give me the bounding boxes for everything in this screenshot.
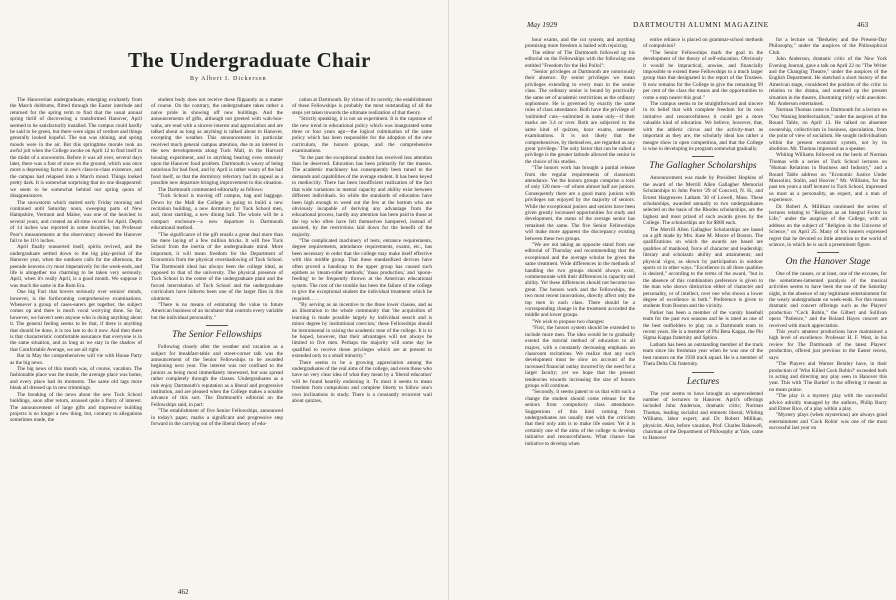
paragraph: for a lecture on "Berkeley and the Present-Day Philosophy," under the auspices of the Philosophical Club.: [769, 37, 887, 56]
paragraph: Whiting Williams followed on the heels of Norman Thomas with a series of Tuck School lectures on "Human Relations in Business and Industry," and a Round Table address on "Economic Justice Under Mussolini, Stalin, and Hoover." Mr. Williams, for the past ten years a staff lecturer in Tuck School, impressed us most as a personality, an expert, and a man of experience.: [769, 152, 887, 204]
paragraph: "The establishment of five Senior Fellowships, announced in today's paper, marks a significant and progressive step forward in the carrying out of the liberal theory of edu-: [151, 408, 283, 428]
paragraph: "In the past the exceptional student has received less attention than he deserved. Education has been primarily for the masses. The academic machinery has consequently been tuned to the demands and capabilities of the average student. It has been keyed to mediocrity. There has been insufficient realization of the fact that wide variations in mental capacity and ability exist between different individuals. So while the standards of education have been high enough to weed out the few at the bottom who are obviously incapable of deriving any advantage from the educational process, hardly any attention has been paid to those at the top who often have felt themselves hampered, instead of assisted, by the restrictions laid down for the benefit of the majority.: [292, 154, 432, 238]
paragraph: The Hanoverian undergraduate, emerging exultantly from the March doldrums, flitted through the Easter interlude and returned for the spring term to find that the usual annual spring thrill of discovering a transformed Hanover, April seemed to be satisfactorily installed. The campus could hardly be said to be green, but there were signs of verdure and things generally looked hopeful. The sun was shining, and spring moods were in the air. But this springtime morale took an awful jolt when the College awoke on April 12 to find itself in the midst of a snowstorm. Before it was all over, several days later, there was a foot of snow on the ground, which was once more a depressing factor in one's class-to-class existence, and the campus had relapsed into a March mood. Things looked pretty dark. It is somewhat surprising that no one disappeared: we seem to be somewhat behind our spring quota of disappearances.: [10, 97, 142, 200]
paragraph: Latham has been an outstanding member of the track team since his freshman year when he was one of the best runners on the 1930 track squad. He is a member of Theta Delta Chi fraternity.: [643, 341, 763, 368]
paragraph: "The significance of the gift entails a great deal more than the mere laying of a few million bricks. It will free Tuck School from the inertia of the undergraduate mind. More important, it will mean freedom for the Department of Economics from the physical overshadowing of Tuck School. The Dartmouth ideal has always been the college ideal, as opposed to that of the university. The physical presence of Tuck School in the center of the undergraduate plant and the forced interrelation of Tuck School and the undergraduate curriculum have hitherto been one of the larger flies in this ointment.: [151, 231, 283, 302]
section-heading: On the Hanover Stage: [785, 257, 871, 268]
paragraph: "Secondly, it seems patent to us that with such a change the student should come release for the seniors from compulsory class attendance. Suggestions of this kind coming from undergraduates are usually met with the criticism that their only aim is to make life easier. Yet it is certainly one of the aims of the college to develop initiative and resourcefulness. What chance has initiative to develop when: [525, 389, 635, 447]
paragraph: John Anderson, dramatic critic of the New York Evening Journal, gave a talk on April 22 on "The Writer and the Changing Theatre," under the auspices of the English Department. He sketched a short history of the American stage, considered the position of the critic in relation to the drama, and summed up the present situation in the theatre, illustrating richly with anecdote. Mr. Anderson entertained.: [769, 56, 887, 108]
section-heading: The Gallagher Scholarships: [649, 161, 757, 172]
paragraph: "We are not taking an opposite stand from our editorial of Thursday and recommending that the exceptional and the average scholar be given the same treatment. Wide differences in the methods of handling the two groups should always exist, commensurate with their differences in capacity and ability. Yet these differences should not become too great. The honors work and the Fellowships, the two most recent innovations, directly affect only the top men in each class. There should be a corresponding change in the treatment accorded the middle and lower groups.: [525, 242, 635, 319]
paragraph: "Tuck School is moving off campus, bag and baggage. Down by the Mall the College is going to build a new recitation building, a new dormitory for Tuck School men, and, most startling, a new dining hall. The whole will be a compact enclosure—a new departure in Dartmouth educational method.: [151, 193, 283, 232]
paragraph: "Strictly speaking, it is not an experiment. It is the capstone of the new trend in educational policy which was inaugurated some three or four years ago—the logical culmination of the same policy which has been responsible for the adoption of the new curriculum, the honors groups, and the comprehensive examinations.: [292, 116, 432, 155]
section-heading: Lectures: [686, 376, 720, 387]
paragraph: "The Senior Fellowships mark the goal in the development of the theory of self-education. Obviously it would be impractical, unwise, and financially impossible to extend these Fellowships to a much larger group than that designated in the report of the Trustees. It now remains for the College to give the remaining 99 per cent of the class the means and the opportunities to come a step nearer this goal.": [643, 49, 763, 101]
paragraph: "The Players and Warner Bentley have, in their production of 'Who Killed Cock Robin?' exceeded both in acting and directing any play seen in Hanover this year. This with 'The Barker' is the offering it meant as no mean praise.: [769, 361, 887, 393]
paragraph: "By serving as an incentive to the three lower classes, and as an illustration to the whole community that 'the acquisition of learning is made possible largely by individual search and is minor degree by institutional coercion,' these Fellowships should be instrumental in raising the academic tone of the college. It is to be hoped, however, that their advantages will not always be limited to five men. Perhaps the majority will some day be qualified to receive those privileges which are at present to extended only to a small minority.": [292, 302, 432, 360]
running-head-date: May 1929: [527, 20, 558, 29]
page-number-right: 463: [857, 20, 869, 29]
paragraph: "Senior privileges at Dartmouth are notoriously their absence. By senior privileges we mean privileges extending to every man in the senior class. The ordinary senior is bound by practically the same set of academic restrictions as the ordinary sophomore. He is governed by exactly the same rules of class attendance. Both have the privilege of 'unlimited' cuts—unlimited in name only—if their marks are 3.4 or over. Both are subjected to the same kind of quizzes, hour exams, semester examinations. It is not likely that the comprehensives, by themselves, are regarded as any great 'privilege.' The only factor that can be called a privilege is the greater latitude allowed the senior in the choice of his studies.: [525, 69, 635, 165]
paragraph: "The play is a mystery play with the successful advice adroitly managed by the authors, Philip Barry and Elmer Rice, of a play within a play.: [769, 393, 887, 412]
paragraph: "Mystery plays (when mysterious) are always good entertainment and 'Cock Robin' was one of the most successful last year on: [769, 412, 887, 432]
paragraph: The campus seems to be straightforward and sincere in its belief that with complete freedom for its own initiative and resourcefulness it could get a more valuable kind of education. We believe, however, that, with the athletic circus and the activity-mart as important as they are, the scholarly ideal has rather a meagre show in open competition, and that the College is wise in developing its program somewhat gradually.: [643, 101, 763, 152]
paragraph: student body does not receive these flippantly as a matter of course. On the contrary, the undergraduate takes rather a naive pride in showing off new buildings. And the announcements of gifts, although not greeted with wah-hoo-wahs, are read with a sincere interest and appreciation and are talked about as long as anything is talked about in Hanover, excepting the weather. This announcement in particular received much general campus attention, due to an interest in the new developments along Tuck Mall, in the Harvard housing experiment, and in anything bearing even remotely upon the Hanover food problem. Dartmouth is weary of being notorious for bad food, and by April is rather weary of the bad food itself, so that the dormitory refectory had its appeal as a possible new departure bringing improvement to this situation.: [151, 97, 283, 187]
right-column-2: [643, 37, 763, 442]
paragraph: Following closely after the weather and vacation as a subject for breakfast-table and street-corner talk was the announcement of the Senior Fellowships to be awarded beginning next year. The interest was not confined to the juniors as being most immediately interested, but was spread rather completely through the classes. Undergraduates as a rule enjoy Dartmouth's reputation as a liberal and progressive institution, and are pleased when the College makes a notable advance of this sort. The Dartmouth's editorial on the Fellowships said, in part:: [151, 344, 283, 408]
paragraph: "The honors work has brought a partial release from the regular requirements of classroom attendance. Yet the honors groups comprise a total of only 120 men—of whom almost half are juniors. Consequently there are a good many juniors with privileges not enjoyed by the majority of seniors. While the exceptional juniors and seniors have been given greatly increased opportunities for study and development, the status of the average senior has remained the same. The five Senior Fellowships will make more apparent the discrepancy existing between these two groups.: [525, 165, 635, 242]
paragraph: The Dartmouth commented editorially as follows:: [158, 186, 264, 193]
paragraph: The breaking of the news about the new Tuck School buildings, soon after return, aroused quite a flurry of interest. The announcement of large gifts and impressive building projects is no longer a new thing, but, contrary to allegations sometimes made, the: [10, 391, 142, 424]
paragraph: But in May the comprehensives will vie with House Party as the big news.: [10, 353, 142, 366]
left-column-1: [10, 97, 142, 424]
paragraph: The snowstorm which started early Friday morning and continued until Saturday noon, sweeping parts of New Hampshire, Vermont and Maine, was one of the heaviest in several years, and created an all-time record for April. Depth of 14 inches was reported in some localities, but Professor Poor's measurements at the observatory showed the Hanover fall to be 11½ inches.: [10, 199, 142, 244]
section-divider: [817, 252, 839, 253]
paragraph: The big news of this month was, of course, vacation. The fashionable place was the musle, the average place was home, and every place had its moments. The same old tags more bleak all dressed up in new trimmings.: [10, 366, 142, 392]
section-heading: The Senior Fellowships: [172, 330, 262, 341]
paragraph: The editor of The Dartmouth followed up his editorial on the Fellowships with the following one entitled "Freedom for the Hoi Polloi":: [525, 49, 635, 69]
left-column-2: [151, 97, 283, 428]
section-divider: [692, 372, 714, 373]
paragraph: This year's amateur productions have maintained a high level of excellence. Professor H. F. West, in his review for The Dartmouth of the latest Players' production, offered just previous to the Easter recess, says:: [769, 329, 887, 361]
section-divider: [692, 156, 714, 157]
left-column-3: [292, 97, 432, 405]
right-column-3: [769, 37, 887, 432]
paragraph: Norman Thomas came to Dartmouth for a lecture on "Our Waning Intellectualism," under the auspices of the Round Table, on April 13. He talked on absentee ownership, collectivism in business, speculation, from the point of view of socialism. He sought individualism within the present economic system, not by its abolition. Mr. Thomas impressed as a speaker.: [769, 107, 887, 152]
paragraph: "There is no means of estimating the value to future American business of an incubator that controls every variable but the individual personality.": [151, 302, 283, 321]
paragraph: There seems to be a growing appreciation among the undergraduates of the real aims of the college, and even those who have no very clear idea of what they mean by a 'liberal education' will be found heartily endorsing it. To most it seems to mean freedom from compulsion and complete liberty to follow one's own inclinations in study. There is a constantly recurrent wail about quizzes,: [292, 359, 432, 405]
paragraph: "First, the honors system should be extended to include more men. The idea would be to gradually extend the tutorial method of education to all majors, with a constantly decreasing emphasis on classroom recitations. We realize that any such development must be slow on account of the increased financial outlay incurred by the need for a larger faculty; yet we hope that the present tendencies towards increasing the size of honors groups will continue.: [525, 325, 635, 389]
page-number-left: 462: [178, 588, 189, 596]
right-column-1: [525, 37, 635, 447]
right-page: [448, 0, 896, 600]
paragraph: One of the causes, or at least, one of the excuses, for the sometimes-lamented paralysis of the musical activities seems to have been the use of the Saturday night, in the absence of any legitimate entertainment for the weary undergraduate on week-ends. For this reason dramatic and concert offerings such as the Players' production "Cock Robin," the Gilbert and Sullivan opera "Patience," and the Roland Hayes concert are received with much appreciation.: [769, 271, 887, 329]
running-head-magazine: DARTMOUTH ALUMNI MAGAZINE: [633, 20, 769, 29]
paragraph: April finally reasserted itself, spirits revived, and the undergraduate settled down to the big play-period of the Hanover year, when the outdoors calls for the afternoon, the peerade heavens cry most imperatively for the week-ends, and life is altogether too charming to be taken very seriously. April, when it's really April, is a good month. We suppose it was much the same in the Rum Era.: [10, 244, 142, 289]
paragraph: The year seems to have brought an unprecedented number of lecturers to Hanover. April's offerings included John Anderson, dramatic critic; Norman Thomas, leading socialist and eminent liberal; Whiting Williams, labor expert; and Dr. Robert Millikan, physicist. Also, before vacation, Prof. Charles Bakewell, chairman of the Department of Philosophy at Yale, came to Hanover: [643, 390, 763, 442]
paragraph: Parker has been a member of the varsity baseball team for the past two seasons and he is rated as one of the best outfielders to play on a Dartmouth team in recent years. He is a member of Phi Beta Kappa, the Phi Sigma Kappa fraternity and Sphinx.: [643, 309, 763, 342]
article-title: The Undergraduate Chair: [128, 48, 371, 72]
paragraph: Announcement was made by President Hopkins of the award of the Merrill Allen Gallagher Memorial Scholarships to John Porter '29 of Concord, N. H., and Ernest Hargreaves Latham '30 of Lowell, Mass. These scholarships, awarded annually to two undergraduates selected on the basis of the Rhodes scholarships, are the highest and most prized of such awards given by the College. The scholarships are for $800 each.: [643, 175, 763, 227]
paragraph: "We wish to propose two changes:: [532, 318, 605, 325]
section-divider: [206, 325, 228, 326]
paragraph: entire reliance is placed on grammar-school methods of compulsion?: [643, 37, 763, 50]
byline: By Albert I. Dickerson: [190, 76, 267, 82]
paragraph: One big Fact that hovers seriously over seniors' minds, however, is the forthcoming comprehensive examinations. Whenever a group of cases-earers get together, the subject comes up and there is much vocal worrying done. So far, however, we haven't seen anyone who is doing anything about it. The general feeling seems to be that, if there is anything that should be done, it is too late to do it now. And then there is that characteristic comfortable assurance that everyone is in the same situation, and as long as we stay in the shadow of that Comfortable Average, we are all right.: [10, 289, 142, 353]
paragraph: cation at Dartmouth. By virtue of its novelty, the establishment of these Fellowships is probably the most outstanding of all the steps yet taken towards the ultimate realization of that theory.: [292, 97, 432, 116]
paragraph: hour exams, and the cut system, and anything promising more freedom is hailed with rejoicing.: [525, 37, 635, 50]
paragraph: Dr. Robert A. Millikan continued the series of lectures relating to "Religion as an Integral Factor in Life," under the auspices of the College, with an address on the subject of "Religion in the Universe of Science," on April 25. Many of his hearers expressed regret that he devoted so little attention to the world of science, in which he is such a preeminent figure.: [769, 203, 887, 248]
paragraph: "The complicated machinery of tests, entrance requirements, degree requirements, attendance requirements, exams, etc., has been necessary in order that the college may make itself effective with this middle group. That these standardized devices have often proved a handicap to the upper group has caused such epithets as 'steam-roller methods,' 'mass production,' and 'spoon-feeding' to be frequently thrown at the American educational system. The root of the trouble has been the failure of the college to give the exceptional student the individual treatment which he required. . . .: [292, 237, 432, 302]
paragraph: The Merrill Allen Gallagher Scholarships are based on a gift made by Mrs. Kate M. Moore of Boston. The qualifications on which the awards are based are qualities of manhood, force of character and leadership; literary and scholastic ability and attainments; and physical vigor, as shown by participation in outdoor sports or in other ways. "Excellence in all three qualities is desired," according to the terms of the award, "but in the absence of this combination preference is given to the man who shows distinction either of character and personality, or of intellect, over one who shows a lower degree of excellence in both." Preference is given to students from Boston and the vicinity.: [643, 226, 763, 310]
